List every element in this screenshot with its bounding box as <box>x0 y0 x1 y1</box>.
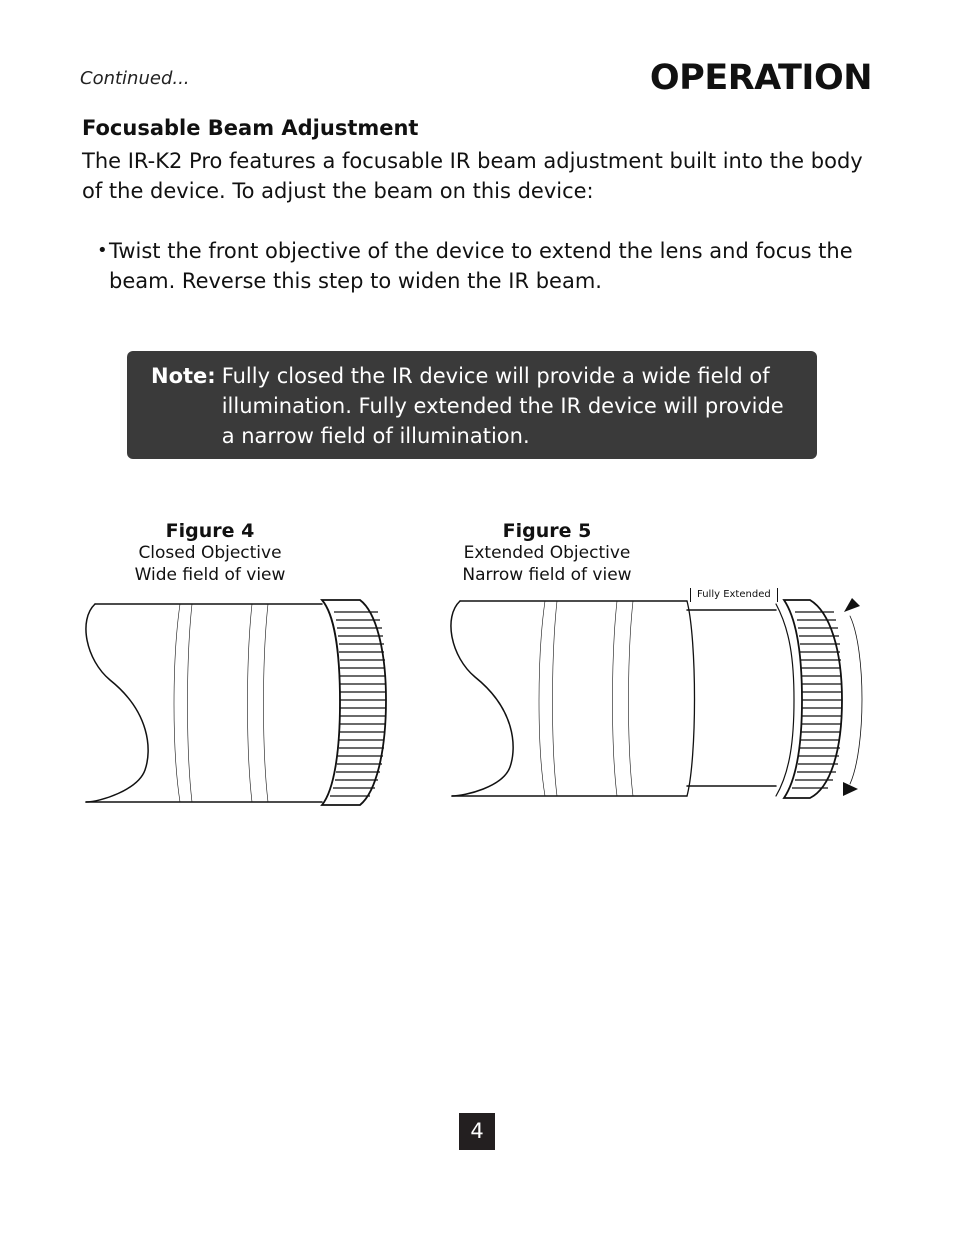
section-heading: Focusable Beam Adjustment <box>82 116 419 140</box>
figure-5-line1: Extended Objective <box>463 543 631 563</box>
figure-4-title: Figure 4 <box>165 520 255 542</box>
fully-extended-callout: Fully Extended <box>690 588 778 602</box>
figure-5-line2: Narrow field of view <box>462 565 632 585</box>
page-number: 4 <box>459 1113 495 1150</box>
note-text: Fully closed the IR device will provide a wide field of illumination. Fully extended the IR device will provide a narrow field of illumination. <box>221 364 784 448</box>
figure-5-title: Figure 5 <box>502 520 592 542</box>
note-label: Note: <box>151 364 216 388</box>
rotation-arrow-icon <box>843 598 860 796</box>
bullet-text: Twist the front objective of the device to extend the lens and focus the beam. Reverse this step to widen the IR beam. <box>109 239 853 293</box>
figure-4-device-illustration <box>86 600 386 805</box>
bullet-dot-icon: • <box>97 240 108 261</box>
figure-4-knurl-pattern <box>330 612 386 796</box>
continued-label: Continued... <box>80 68 190 89</box>
intro-paragraph: The IR-K2 Pro features a focusable IR beam adjustment built into the body of the device. To adjust the beam on this device: <box>82 149 863 203</box>
figure-5-device-illustration <box>451 600 862 798</box>
page-title: OPERATION <box>649 58 872 98</box>
figure-4-line2: Wide field of view <box>134 565 286 585</box>
figure-4-line1: Closed Objective <box>138 543 282 563</box>
